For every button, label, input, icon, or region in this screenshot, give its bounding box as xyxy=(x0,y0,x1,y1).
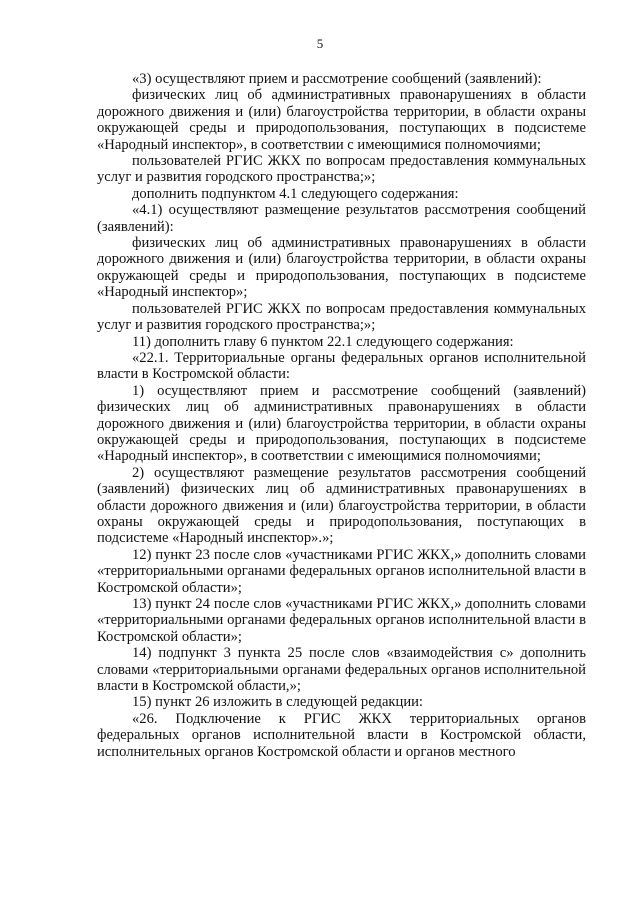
paragraph-2: физических лиц об административных правонарушениях в области дорожного движения и (или) благоустройства территории, в области охраны окружающей среды и природопользования, поступающих в подсистеме «Народный инспектор», в соответствии с имеющимися полномочиями; xyxy=(97,87,586,153)
paragraph-4: дополнить подпунктом 4.1 следующего содержания: xyxy=(132,185,459,202)
paragraph-16: «26. Подключение к РГИС ЖКХ территориальных органов федеральных органов исполнительной власти в Костромской области, исполнительных органов Костромской области и органов местного xyxy=(97,710,586,760)
paragraph-8: 11) дополнить главу 6 пунктом 22.1 следующего содержания: xyxy=(132,333,514,350)
page-number: 5 xyxy=(316,36,324,51)
paragraph-6: физических лиц об административных правонарушениях в области дорожного движения и (или) благоустройства территории, в области охраны окружающей среды и природопользования, поступающих в подсистеме «Народный инспектор»; xyxy=(97,235,586,301)
paragraph-15: 15) пункт 26 изложить в следующей редакции: xyxy=(132,694,423,711)
paragraph-10: 1) осуществляют прием и рассмотрение сообщений (заявлений) физических лиц об административных правонарушениях в области дорожного движения и (или) благоустройства территории, в области охраны окружающей среды и природопользования, поступающих в подсистеме «Народный инспектор», в соответствии с имеющимися полномочиями; xyxy=(97,382,586,465)
paragraph-13: 13) пункт 24 после слов «участниками РГИС ЖКХ,» дополнить словами «территориальными органами федеральных органов исполнительной власти в Костромской области»; xyxy=(97,596,586,645)
paragraph-14: 14) подпункт 3 пункта 25 после слов «взаимодействия с» дополнить словами «территориальными органами федеральных органов исполнительной власти в Костромской области,»; xyxy=(97,645,586,695)
paragraph-7: пользователей РГИС ЖКХ по вопросам предоставления коммунальных услуг и развития городского пространства;»; xyxy=(97,300,586,334)
paragraph-11: 2) осуществляют размещение результатов рассмотрения сообщений (заявлений) физических лиц об административных правонарушениях в области дорожного движения и (или) благоустройства территории, в области охраны окружающей среды и природопользования, поступающих в подсистеме «Народный инспектор».»; xyxy=(97,464,586,547)
paragraph-5: «4.1) осуществляют размещение результатов рассмотрения сообщений (заявлений): xyxy=(97,202,586,235)
paragraph-12: 12) пункт 23 после слов «участниками РГИС ЖКХ,» дополнить словами «территориальными органами федеральных органов исполнительной власти в Костромской области»; xyxy=(97,546,586,596)
paragraph-9: «22.1. Территориальные органы федеральных органов исполнительной власти в Костромской области: xyxy=(97,349,586,383)
paragraph-3: пользователей РГИС ЖКХ по вопросам предоставления коммунальных услуг и развития городского пространства;»; xyxy=(97,153,586,186)
document-body xyxy=(97,71,586,760)
paragraph-1: «3) осуществляют прием и рассмотрение сообщений (заявлений): xyxy=(132,71,542,87)
